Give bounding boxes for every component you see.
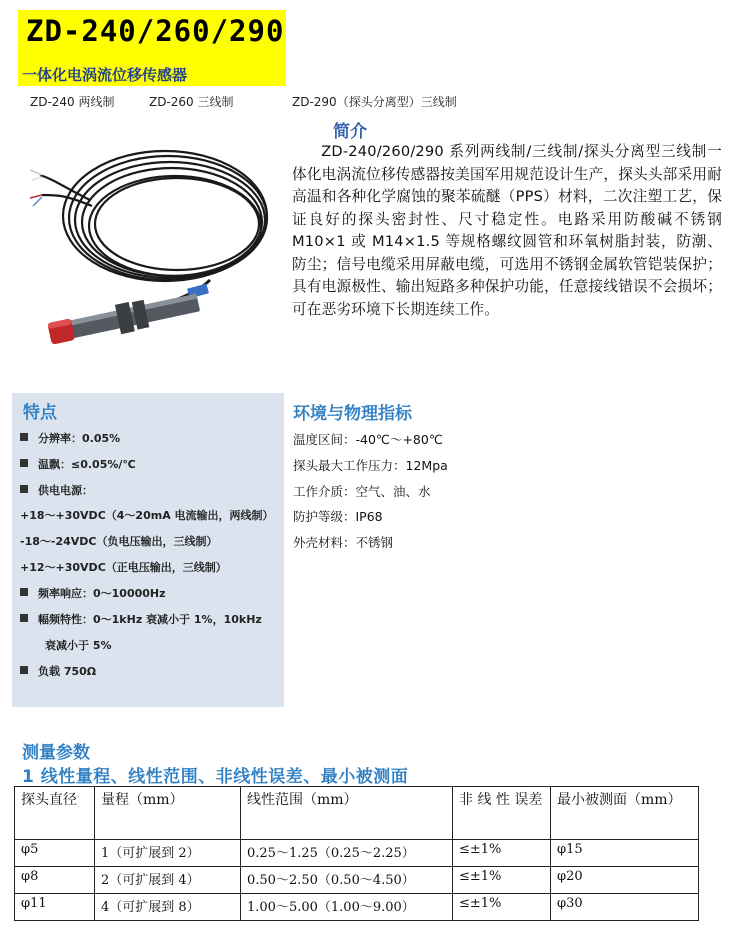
bullet-icon [20,614,28,622]
intro-heading: 简介 [333,122,367,142]
table-row [15,840,699,867]
environment-item: 外壳材料：不锈钢 [293,535,394,550]
measurement-heading: 测量参数 [22,743,90,763]
measurement-subheading: 1 线性量程、线性范围、非线性误差、最小被测面 [22,767,409,787]
table-cell: 0.50～2.50（0.50～4.50） [241,867,453,894]
table-cell: φ30 [551,894,699,921]
bullet-icon [20,588,28,596]
feature-item: +12～+30VDC（正电压输出，三线制） [20,561,227,574]
table-cell: 1（可扩展到 2） [95,840,241,867]
bullet-icon [20,433,28,441]
table-cell: 1.00～5.00（1.00～9.00） [241,894,453,921]
table-cell: φ20 [551,867,699,894]
feature-item: +18～+30VDC（4～20mA 电流输出，两线制） [20,509,274,522]
table-row [15,867,699,894]
table-cell: ≤±1% [453,894,551,921]
table-cell: 0.25～1.25（0.25～2.25） [241,840,453,867]
table-cell: ≤±1% [453,840,551,867]
bullet-icon [20,485,28,493]
column-header: 量程（mm） [95,787,241,840]
feature-item: 频率响应：0～10000Hz [20,585,166,601]
environment-item: 探头最大工作压力：12Mpa [293,458,448,473]
sensor-product-image [30,140,275,355]
table-cell: φ11 [15,894,95,921]
bullet-icon [20,459,28,467]
variant-label: ZD-240 两线制 [30,95,115,109]
table-cell: ≤±1% [453,867,551,894]
table-cell: φ15 [551,840,699,867]
table-cell: φ5 [15,840,95,867]
feature-item: 幅频特性：0～1kHz 衰减小于 1%，10kHz [20,611,262,627]
environment-item: 防护等级：IP68 [293,509,383,524]
intro-body: ZD-240/260/290 系列两线制/三线制/探头分离型三线制一体化电涡流位移传感器按美国军用规范设计生产，探头头部采用耐高温和各种化学腐蚀的聚苯硫醚（PPS）材料，二次注塑工艺，保证良好的探头密封性、尺寸稳定性。电路采用防酸碱不锈钢 M10×1 或 M14×1.5 等规格螺纹圆管和环氧树脂封装，防潮、防尘；信号电缆采用屏蔽电缆，可选用不锈钢金属软管铠装保护；具有电源极性、输出短路多种保护功能，任意接线错误不会损坏；可在恶劣环境下长期连续工作。 [292,143,722,318]
feature-item: 衰减小于 5% [45,639,112,652]
table-header-row [15,787,699,840]
model-title: ZD-240/260/290 [26,14,285,48]
cable-coil [40,151,267,281]
environment-item: 温度区间：-40℃～+80℃ [293,432,443,447]
table-cell: 2（可扩展到 4） [95,867,241,894]
column-header: 最小被测面（mm） [551,787,699,840]
spec-table [14,786,699,921]
table-row [15,894,699,921]
sensor-body [46,288,201,349]
feature-item: 温飘：≤0.05%/℃ [20,456,136,472]
table-cell: φ8 [15,867,95,894]
variant-label: ZD-260 三线制 [149,95,234,109]
column-header: 线性范围（mm） [241,787,453,840]
variant-label: ZD-290（探头分离型）三线制 [292,95,457,109]
bullet-icon [20,666,28,674]
table-cell: 4（可扩展到 8） [95,894,241,921]
features-heading: 特点 [23,403,57,423]
column-header: 探头直径 [15,787,95,840]
feature-item: 分辨率：0.05% [20,430,120,446]
feature-item: -18～-24VDC（负电压输出，三线制） [20,535,218,548]
feature-item: 负载 750Ω [20,663,96,679]
environment-item: 工作介质：空气、油、水 [293,484,431,499]
column-header: 非 线 性 误差 [453,787,551,840]
feature-item: 供电电源： [20,482,93,498]
environment-heading: 环境与物理指标 [293,404,412,424]
product-subtitle: 一体化电涡流位移传感器 [22,66,188,84]
